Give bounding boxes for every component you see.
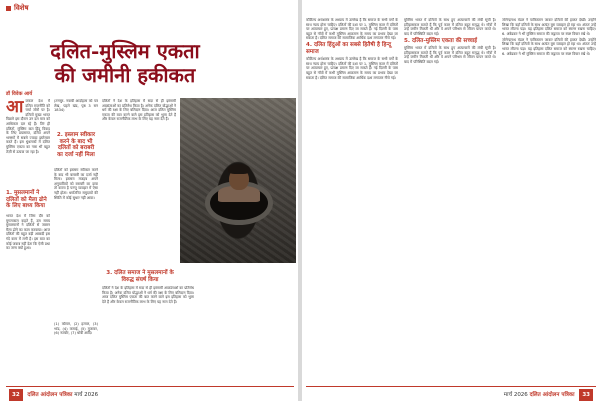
section-label: विशेष: [14, 4, 29, 12]
right-column-2-text-b: मुस्लिम भारत में दलितों के साथ हुए अत्याचारों की लंबी सूची है। इतिहासकार बताते हैं कि पूर्व काल में दलित बहुत समृद्ध थे। गाँवों में उन्हें जमीन मिलती थी और वे अपने परिश्रम से जीवन यापन करते थे। बाद में परिस्थिति बदल गई।: [404, 45, 496, 64]
page-number-right: 33: [579, 389, 593, 401]
right-column-1: [306, 18, 398, 378]
column-1-intro: [6, 99, 50, 185]
intro-text: जकल देश में दलित राजनीति को चर्चा जोरों पर है। दलितों मुख्य भारत पिछले इस दौरान उन दल मात्र को आधिकार दल रहे हैं। तिरं ही दलितों, मुस्लिम बात हिंदू विवाद के लिए प्रयासरत, दलित अपने भाषणों में सबसे ज्यादा इस्तेमाल करते हैं। इस धुंधलकों में दलित मुस्लिम एकता का नारा भी बहुत तेज़ी से उठाया जा रहा है।: [6, 99, 50, 154]
right-column-1-text: कौटिल्य अर्थशास्त्र के अध्याय में उल्लेख है कि समाज के सभी वर्गों के साथ न्याय होना चाहिए। दलितों की दशा पर 1. मुस्लिम काल में दलितों पर अत्याचार हुए, प्रत्यक्ष प्रमाण दिए जा सकते हैं। नई दिल्ली के पास बहुत से गाँवों में कभी मुस्लिम आक्रमण के समय का प्रभाव देखा जा सकता है। दलित समाज की सामाजिक आर्थिक दशा लगातार नीचे गई।: [306, 18, 398, 41]
column-3-body: दलितों ने देश के इतिहास में सदा से ही इस्लामी आक्रांताओं का प्रतिरोध किया है। अनेक दलित योद्धाओं ने धर्म की रक्षा के लिए बलिदान दिया। आज दलित मुस्लिम एकता की बात करने वाले इस इतिहास को भुला देते हैं और केवल राजनीतिक लाभ के लिए यह नारा देते हैं।: [102, 286, 194, 304]
section-tag: [6, 4, 29, 13]
worker-hair: [228, 164, 250, 174]
headline-line-1: दलित-मुस्लिम एकता: [50, 39, 200, 63]
column-2-body: दलितों को इस्लाम स्वीकार करने के बाद भी बराबरी का दर्जा नहीं मिला। इस्लाम मजहब अपने अनुयायियों को बराबरी का दावा तो करता है परन्तु व्यवहार में ऐसा नहीं होता। धर्मांतरित समुदायों की स्थिति में कोई सुधार नहीं आया।: [54, 168, 98, 200]
column-2-tail: (1) कोमल, (2) हलाल, (3) भांड, (4) कसाई, (5) मुजावर, (6) नटबोर, (7) धोबी आदि।: [54, 322, 98, 336]
footer-rule-left: [6, 386, 294, 387]
column-2-top: (तनसुर- नवाबी आदोहला को पत्र लेख, पहले खंड, पृष्ठ 3 सन 1834): [54, 99, 98, 113]
manhole-worker-photo: [180, 98, 296, 263]
magazine-name-right: दलित आंदोलन पत्रिका: [529, 392, 575, 398]
column-3-top: दलितों ने देश के इतिहास में सदा से ही इस्लामी आक्रांताओं का प्रतिरोध किया है। अनेक दलित योद्धाओं ने धर्म की रक्षा के लिए बलिदान दिया। आज दलित मुस्लिम एकता की बात करने वाले इस इतिहास को भुला देते हैं और केवल राजनीतिक लाभ के लिए यह नारा देते हैं।: [102, 99, 176, 122]
headline-line-2: की जमीनी हकीकत: [54, 62, 196, 87]
right-column-2-text: मुस्लिम भारत में दलितों के साथ हुए अत्याचारों की लंबी सूची है। इतिहासकार बताते हैं कि पूर्व काल में दलित बहुत समृद्ध थे। गाँवों में उन्हें जमीन मिलती थी और वे अपने परिश्रम से जीवन यापन करते थे। बाद में परिस्थिति बदल गई।: [404, 18, 496, 36]
subhead-5: 5. दलित-मुस्लिम एकता की सच्चाई: [404, 37, 478, 44]
right-column-3: [502, 18, 596, 378]
column-1-body: भारत देश में जिस दौर को मुगलकाल कहते हैं, उस समय मुसलमानों ने दलितों से जबरन मैला ढोने का काम करवाया। आज दलितों की बहुत बड़ी आबादी इस गंदे काम में लगी है। इस बात का कोई जवाब नहीं देता कि ऐसी प्रथा का जन्म क्यों हुआ।: [6, 214, 50, 251]
right-column-3-text-b: जोगेन्द्रनाथ मंडल ने पाकिस्तान जाकर दलितों की हालत देखी। उन्होंने लिखा कि वहाँ दलितों के साथ अत्यंत बुरा व्यवहार हो रहा था। अंततः उन्हें भारत लौटना पड़ा। यह इतिहास दलित समाज को स्मरण रखना चाहिए। 6. अंबेडकर ने भी मुस्लिम समाज की कट्टरता पर स्पष्ट विचार रखे थे।: [502, 37, 596, 56]
page-number-left: 32: [9, 389, 23, 401]
right-column-2: [404, 18, 496, 378]
subhead-3: 3. दलित समाज ने मुसलमानों के विरुद्ध संघर्ष किया: [106, 270, 174, 283]
right-column-1-text-b: कौटिल्य अर्थशास्त्र के अध्याय में उल्लेख है कि समाज के सभी वर्गों के साथ न्याय होना चाहिए। दलितों की दशा पर 1. मुस्लिम काल में दलितों पर अत्याचार हुए, प्रत्यक्ष प्रमाण दिए जा सकते हैं। नई दिल्ली के पास बहुत से गाँवों में कभी मुस्लिम आक्रमण के समय का प्रभाव देखा जा सकता है। दलित समाज की सामाजिक आर्थिक दशा लगातार नीचे गई।: [306, 57, 398, 80]
issue-date-left: मार्च 2026: [74, 392, 99, 398]
footer-rule-right: [306, 386, 596, 387]
section-square-icon: [6, 6, 11, 11]
footer-left: [6, 389, 98, 401]
right-page: [302, 0, 600, 401]
subhead-2: 2. इस्लाम स्वीकार करने के बाद भी दलितों को बराबरी का दर्जा नहीं मिला: [56, 132, 96, 158]
right-column-3-text: जोगेन्द्रनाथ मंडल ने पाकिस्तान जाकर दलितों की हालत देखी। उन्होंने लिखा कि वहाँ दलितों के साथ अत्यंत बुरा व्यवहार हो रहा था। अंततः उन्हें भारत लौटना पड़ा। यह इतिहास दलित समाज को स्मरण रखना चाहिए। 6. अंबेडकर ने भी मुस्लिम समाज की कट्टरता पर स्पष्ट विचार रखे थे।: [502, 18, 596, 36]
footer-right: [504, 389, 596, 401]
subhead-4: 4. दलित हिंदुओं का सबसे हितैषी है हिन्दू समाज: [306, 42, 392, 56]
issue-date-right: मार्च 2026: [503, 392, 528, 398]
article-headline: [20, 40, 230, 87]
subhead-1: 1. मुसलमानों ने दलितों को मैला ढोने के लिए बाध्य किया: [6, 190, 47, 210]
left-page: [0, 0, 298, 401]
drop-cap: आ: [6, 99, 24, 117]
magazine-name-left: दलित आंदोलन पत्रिका: [27, 392, 73, 398]
author-byline: डॉ विवेक आर्य: [6, 91, 33, 97]
